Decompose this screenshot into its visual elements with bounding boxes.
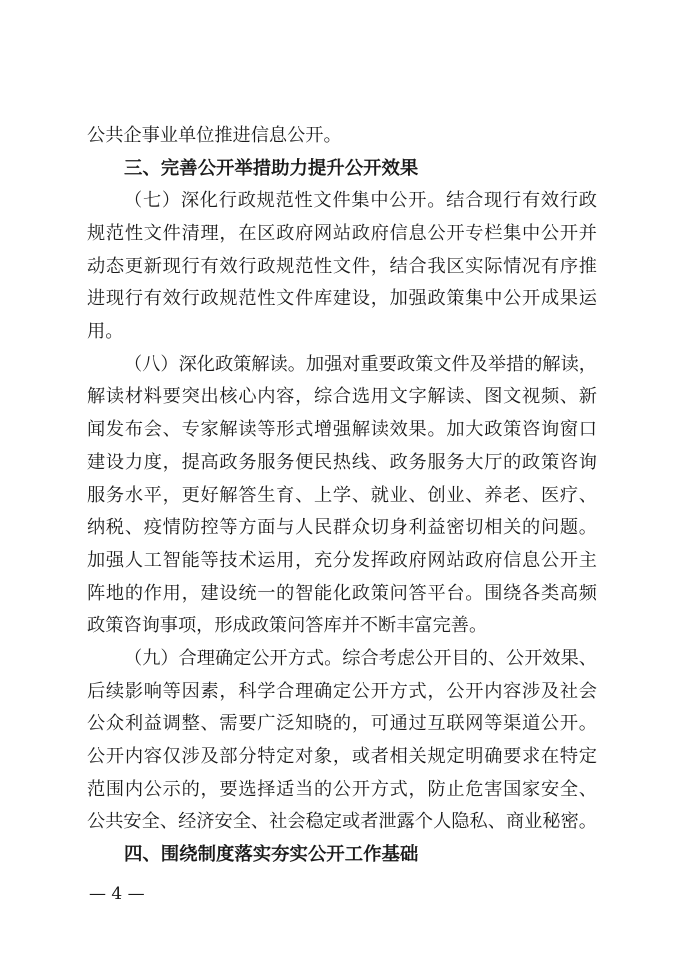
item-eight-line-4: 建设力度，提高政务服务便民热线、政务服务大厅的政策咨询 — [87, 451, 597, 473]
item-seven-line-1 — [124, 184, 597, 218]
item-nine-line-1-text: 综合考虑公开目的、公开效果、 — [342, 647, 597, 669]
item-eight-line-8: 阵地的作用，建设统一的智能化政策问答平台。围绕各类高频 — [87, 582, 597, 604]
item-nine-line-2: 后续影响等因素，科学合理确定公开方式，公开内容涉及社会 — [87, 680, 597, 702]
item-nine-line-4: 公开内容仅涉及部分特定对象，或者相关规定明确要求在特定 — [87, 745, 597, 767]
item-eight-line-1 — [124, 348, 597, 382]
item-eight-line-9: 政策咨询事项，形成政策问答库并不断丰富完善。 — [87, 615, 488, 637]
section-three-heading: 三、完善公开举措助力提升公开效果 — [124, 157, 419, 179]
page-number: — 4 — — [89, 884, 145, 904]
item-nine-line-1 — [124, 642, 597, 676]
item-seven-line-4: 进现行有效行政规范性文件库建设，加强政策集中公开成果运 — [87, 288, 597, 310]
item-seven-lead: （七）深化行政规范性文件集中公开。 — [124, 190, 447, 212]
item-seven-line-2: 规范性文件清理，在区政府网站政府信息公开专栏集中公开并 — [87, 223, 597, 245]
item-eight-line-1-text: 加强对重要政策文件及举措的解读， — [305, 353, 597, 375]
continuation-line: 公共企事业单位推进信息公开。 — [87, 125, 342, 146]
item-eight-line-7: 加强人工智能等技术运用，充分发挥政府网站政府信息公开主 — [87, 549, 597, 571]
item-nine-line-6: 公共安全、经济安全、社会稳定或者泄露个人隐私、商业秘密。 — [87, 811, 597, 833]
item-eight-lead: （八）深化政策解读。 — [124, 353, 306, 375]
section-four-heading: 四、围绕制度落实夯实公开工作基础 — [124, 844, 419, 865]
item-eight-line-3: 闻发布会、专家解读等形式增强解读效果。加大政策咨询窗口 — [87, 419, 597, 441]
item-eight-line-6: 纳税、疫情防控等方面与人民群众切身利益密切相关的问题。 — [87, 517, 597, 539]
item-nine-line-5: 范围内公示的，要选择适当的公开方式，防止危害国家安全、 — [87, 778, 597, 800]
item-seven-line-5: 用。 — [87, 321, 124, 343]
item-nine-line-3: 公众利益调整、需要广泛知晓的，可通过互联网等渠道公开。 — [87, 713, 597, 735]
item-seven-line-3: 动态更新现行有效行政规范性文件，结合我区实际情况有序推 — [87, 255, 597, 277]
item-eight-line-2: 解读材料要突出核心内容，综合选用文字解读、图文视频、新 — [87, 386, 597, 408]
item-eight-line-5: 服务水平，更好解答生育、上学、就业、创业、养老、医疗、 — [87, 484, 597, 506]
item-nine-lead: （九）合理确定公开方式。 — [124, 647, 343, 669]
item-seven-line-1-text: 结合现行有效行政 — [446, 190, 597, 212]
